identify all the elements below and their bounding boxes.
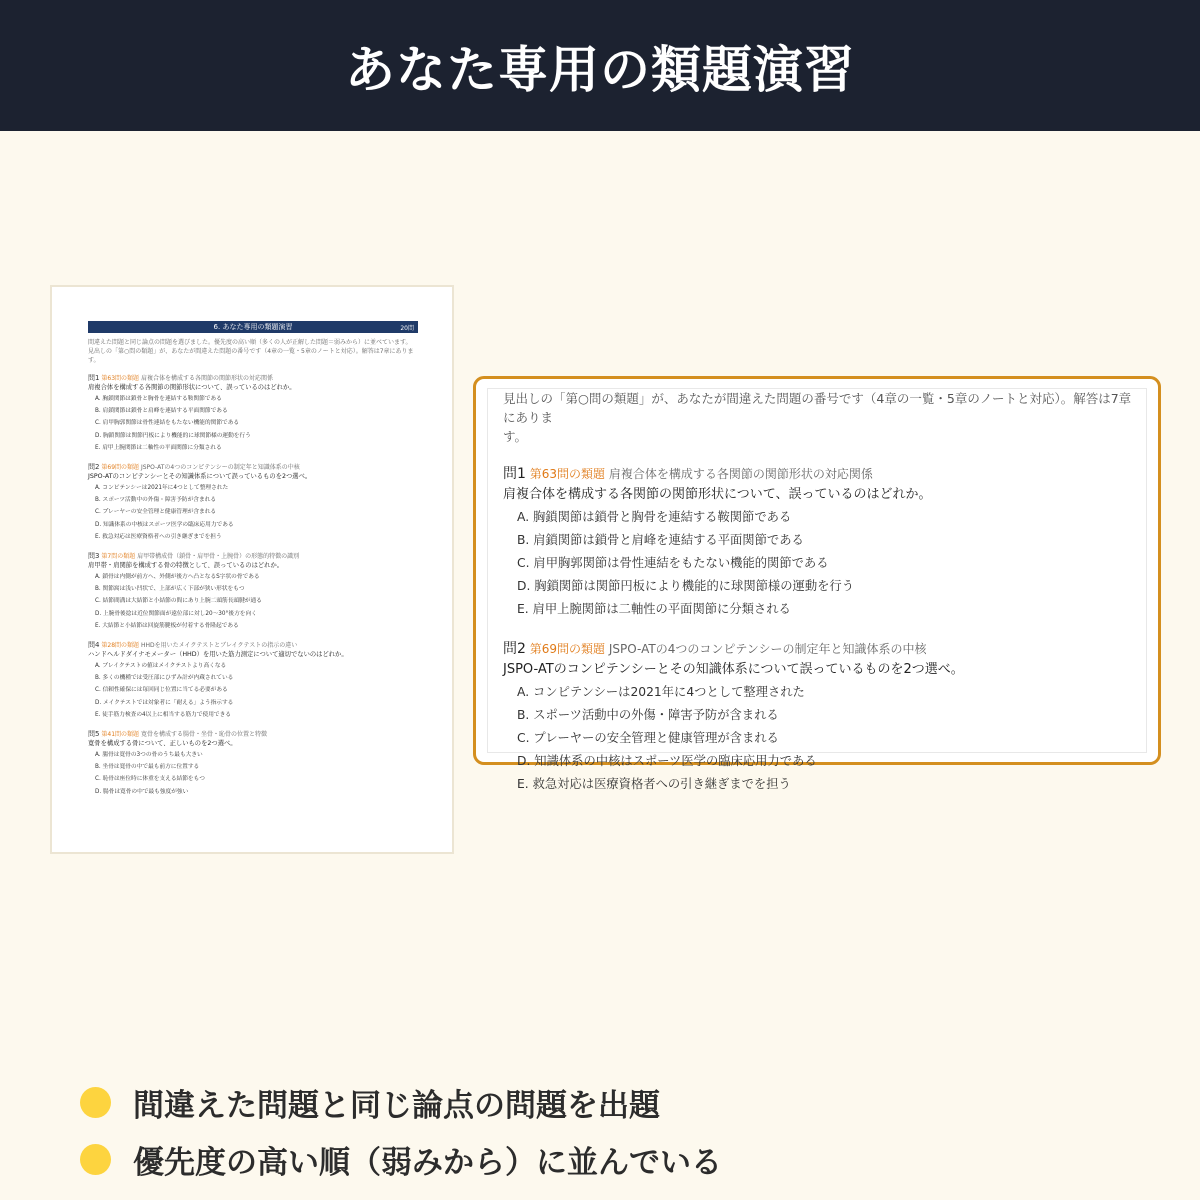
question-count: 20問 <box>400 324 414 332</box>
header-banner <box>0 0 1200 131</box>
question-reference: 第41問の類題 <box>101 731 140 739</box>
page-content <box>88 321 418 798</box>
answer-option: A. 胸鎖関節は鎖骨と胸骨を連結する鞍関節である <box>95 396 222 402</box>
zoom-panel <box>473 376 1161 791</box>
intro-line: 間違えた問題と同じ論点の問題を選びました。優先度の高い順（多くの人が正解した問題＝弱みから）に並べています。 <box>88 339 412 346</box>
section-title: 6. あなた専用の類題演習 <box>213 323 293 331</box>
question-block <box>503 639 1133 796</box>
question-stem: 肩複合体を構成する各関節の関節形状について、誤っているのはどれか。 <box>88 384 296 391</box>
question-topic: JSPO-ATの4つのコンピテンシーの制定年と知識体系の中核 <box>140 464 300 472</box>
question-reference: 第28問の類題 <box>101 642 140 650</box>
answer-option: D. 上腕骨後捻は近位関節面が遠位部に対し20〜30°後方を向く <box>95 610 257 617</box>
answer-option: A. 胸鎖関節は鎖骨と胸骨を連結する鞍関節である <box>517 510 792 524</box>
question-stem: JSPO-ATのコンピテンシーとその知識体系について誤っているものを2つ選べ。 <box>88 473 312 481</box>
question-block <box>88 641 418 721</box>
bullet-text: 間違えた問題と同じ論点の問題を出題 <box>133 1088 660 1124</box>
page-intro <box>88 338 418 365</box>
answer-option: C. 信頼性確保には毎回同じ位置に当てる必要がある <box>95 687 228 694</box>
answer-option: D. 腸骨は寛骨の中で最も強度が強い <box>95 788 189 795</box>
question-reference: 第7問の類題 <box>101 553 136 561</box>
answer-option: E. 救急対応は医療資格者への引き継ぎまでを担う <box>95 533 222 540</box>
question-block <box>88 552 418 632</box>
page-title: あなた専用の類題演習 <box>345 40 855 99</box>
question-number: 問4 <box>88 641 100 650</box>
question-header <box>503 639 1133 659</box>
answer-option: C. プレーヤーの安全管理と健康管理が含まれる <box>517 731 779 745</box>
answer-option: C. 結節間溝は大結節と小結節の間にあり上腕二頭筋長頭腱が通る <box>95 598 262 605</box>
answer-option: E. 肩甲上腕関節は二軸性の平面関節に分類される <box>95 444 222 451</box>
answer-option: A. コンピテンシーは2021年に4つとして整理された <box>517 685 805 699</box>
answer-option: D. 知識体系の中核はスポーツ医学の臨床応用力である <box>517 754 817 768</box>
answer-option: D. 胸鎖関節は関節円板により機能的に球関節様の運動を行う <box>95 432 251 439</box>
answer-option: C. 恥骨は座位時に体重を支える結節をもつ <box>95 776 205 783</box>
question-block <box>503 464 1133 621</box>
bullet-item <box>80 1080 722 1125</box>
question-topic: 肩複合体を構成する各関節の関節形状の対応関係 <box>608 467 873 481</box>
question-topic: JSPO-ATの4つのコンピテンシーの制定年と知識体系の中核 <box>608 642 927 656</box>
answer-option: C. プレーヤーの安全管理と健康管理が含まれる <box>95 509 217 516</box>
question-topic: 寛骨を構成する腸骨・坐骨・恥骨の位置と特徴 <box>140 731 267 739</box>
question-number: 問1 <box>503 466 526 482</box>
bullet-dot-icon <box>80 1087 111 1118</box>
question-number: 問2 <box>88 463 100 472</box>
question-stem: 肩複合体を構成する各関節の関節形状について、誤っているのはどれか。 <box>503 487 932 502</box>
answer-option: E. 救急対応は医療資格者への引き継ぎまでを担う <box>517 777 791 791</box>
question-header <box>503 464 1133 484</box>
question-block <box>88 730 418 798</box>
question-reference: 第63問の類題 <box>101 375 140 382</box>
bullet-text: 優先度の高い順（弱みから）に並んでいる <box>133 1145 722 1181</box>
question-reference: 第63問の類題 <box>529 467 606 481</box>
question-number: 問2 <box>503 641 526 657</box>
question-stem: 肩甲帯・肩関節を構成する骨の特徴として、誤っているのはどれか。 <box>88 562 284 570</box>
answer-option: A. ブレイクテストの値はメイクテストより高くなる <box>95 663 227 670</box>
answer-option: A. 腸骨は寛骨の3つの骨のうち最も大きい <box>95 752 203 759</box>
question-stem: ハンドヘルドダイナモメーター（HHD）を用いた筋力測定について適切でないのはどれか。 <box>88 651 348 659</box>
question-header <box>88 463 418 472</box>
section-title-bar <box>88 321 418 333</box>
question-reference: 第69問の類題 <box>529 642 606 656</box>
answer-option: E. 肩甲上腕関節は二軸性の平面関節に分類される <box>517 602 791 616</box>
answer-option: C. 肩甲胸郭関節は骨性連結をもたない機能的関節である <box>517 556 829 570</box>
bullet-dot-icon <box>80 1144 111 1175</box>
answer-option: D. 胸鎖関節は関節円板により機能的に球関節様の運動を行う <box>517 579 855 593</box>
zoom-viewport <box>487 388 1147 791</box>
question-topic: 肩甲帯構成骨（鎖骨・肩甲骨・上腕骨）の形態的特徴の識別 <box>137 553 300 561</box>
feature-bullets <box>80 1080 722 1194</box>
answer-option: A. 鎖骨は内側が前方へ、外側が後方へ凸となるS字状の骨である <box>95 574 260 581</box>
question-header <box>88 641 418 650</box>
question-stem: 寛骨を構成する骨について、正しいものを2つ選べ。 <box>88 740 237 748</box>
zoom-intro: 見出しの「第○問の類題」が、あなたが間違えた問題の番号です（4章の一覧・5章のノートと対応）。解答は7章にありま す。 <box>503 391 1132 444</box>
question-header <box>88 374 418 383</box>
answer-option: B. スポーツ活動中の外傷・障害予防が含まれる <box>517 708 779 722</box>
question-number: 問1 <box>88 374 100 382</box>
question-stem: JSPO-ATのコンピテンシーとその知識体系について誤っているものを2つ選べ。 <box>503 662 964 677</box>
answer-option: B. 肩鎖関節は鎖骨と肩峰を連結する平面関節である <box>517 533 804 547</box>
answer-option: B. スポーツ活動中の外傷・障害予防が含まれる <box>95 497 217 504</box>
question-header <box>88 552 418 561</box>
question-reference: 第69問の類題 <box>101 464 140 472</box>
answer-option: D. メイクテストでは対象者に「耐える」よう指示する <box>95 699 234 706</box>
answer-option: B. 関節窩は浅い凹状で、上部が広く下部が狭い形状をもつ <box>95 586 245 593</box>
question-number: 問5 <box>88 730 100 739</box>
question-topic: HHDを用いたメイクテストとブレイクテストの指示の違い <box>140 642 298 650</box>
question-number: 問3 <box>88 552 100 561</box>
answer-option: A. コンピテンシーは2021年に4つとして整理された <box>95 485 229 492</box>
question-block <box>88 463 418 543</box>
answer-option: C. 肩甲胸郭関節は骨性連結をもたない機能的関節である <box>95 420 240 427</box>
question-topic: 肩複合体を構成する各関節の関節形状の対応関係 <box>140 375 273 382</box>
answer-option: E. 大結節と小結節は回旋筋腱板が付着する骨隆起である <box>95 622 239 629</box>
question-block <box>88 374 418 454</box>
answer-option: B. 肩鎖関節は鎖骨と肩峰を連結する平面関節である <box>95 408 228 415</box>
answer-option: B. 坐骨は寛骨の中で最も前方に位置する <box>95 764 200 771</box>
zoom-content <box>503 389 1133 796</box>
document-page-preview <box>50 285 454 854</box>
question-header <box>88 730 418 739</box>
answer-option: D. 知識体系の中核はスポーツ医学の臨床応用力である <box>95 521 234 528</box>
answer-option: E. 徒手筋力検査の4以上に相当する筋力で使用できる <box>95 711 231 718</box>
intro-line: 見出しの「第○問の類題」が、あなたが間違えた問題の番号です（4章の一覧・5章のノートと対応）。解答は7章にあります。 <box>88 348 414 364</box>
answer-option: B. 多くの機種では受圧部にひずみ計が内蔵されている <box>95 675 234 682</box>
bullet-item <box>80 1137 722 1182</box>
